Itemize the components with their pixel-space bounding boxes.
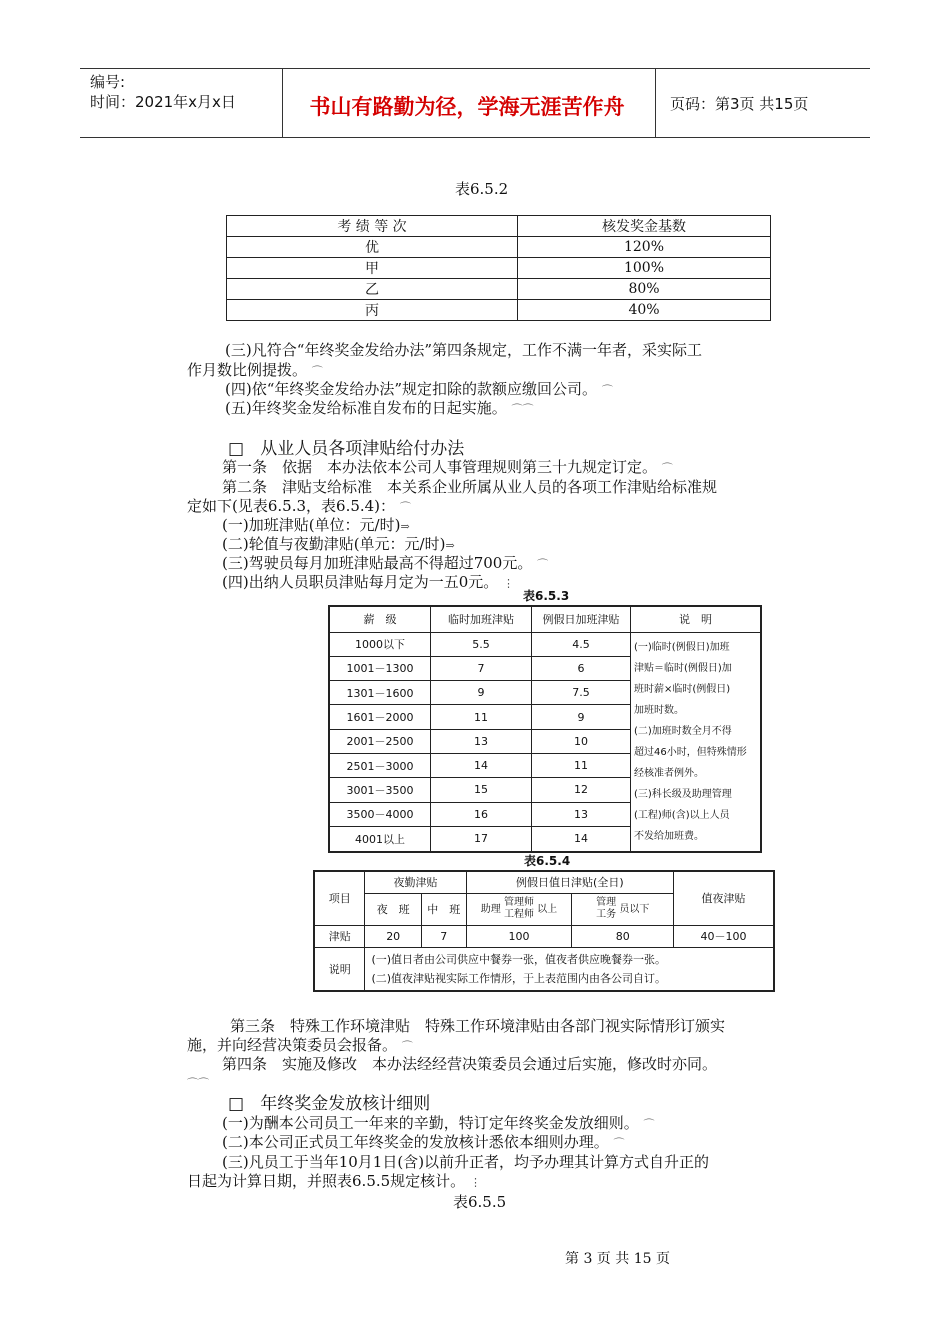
table-cell: 100% bbox=[518, 258, 771, 279]
paragraph-text: 定如下(见表6.5.3，表6.5.4)： bbox=[187, 497, 396, 515]
paragraph-mark-icon: ⌒ bbox=[537, 558, 549, 571]
paragraph-mark-icon: ⇒ bbox=[445, 539, 455, 552]
paragraph-mark-icon: ⌒⌒ bbox=[511, 403, 534, 416]
table-header: 项目 bbox=[314, 871, 365, 925]
paragraph-mark-icon: ⌒⌒ bbox=[187, 1077, 209, 1090]
table-cell: 7 bbox=[421, 925, 466, 947]
paragraph-mark-icon: ⌒ bbox=[661, 462, 673, 475]
note-line: (二)加班时数全月不得 bbox=[634, 725, 732, 737]
section-title-text: 从业人员各项津贴给付办法 bbox=[260, 439, 465, 459]
table-header-row bbox=[314, 871, 774, 893]
table-cell: 1601－2000 bbox=[329, 705, 431, 729]
table-row bbox=[227, 237, 771, 258]
table-note-cell bbox=[365, 947, 774, 991]
note-line: 班时薪×临时(例假日) bbox=[634, 683, 731, 695]
header-part: 员以下 bbox=[619, 904, 650, 915]
table-header bbox=[572, 893, 674, 925]
header-stack bbox=[596, 897, 616, 921]
paragraph-mark-icon: ⌒ bbox=[311, 365, 323, 378]
table-653-caption: 表6.5.3 bbox=[523, 589, 570, 603]
table-header-row bbox=[227, 216, 771, 237]
table-cell: 6 bbox=[532, 656, 631, 680]
note-line: 经核准者例外。 bbox=[634, 767, 704, 779]
header-part: 助理 bbox=[480, 904, 501, 915]
table-cell: 1000以下 bbox=[329, 632, 431, 656]
table-cell: 10 bbox=[532, 729, 631, 753]
paragraph-mark-icon: ⌒ bbox=[399, 501, 411, 514]
paragraph-text: (四)出纳人员职员津贴每月定为一五0元。 bbox=[222, 573, 499, 591]
paragraph-line bbox=[187, 1171, 481, 1193]
table-note-cell bbox=[631, 632, 762, 852]
header-number: 编号: bbox=[90, 73, 126, 91]
table-row bbox=[227, 300, 771, 321]
paragraph-text: (二)轮值与夜勤津贴(单元：元/时) bbox=[222, 535, 446, 553]
table-cell: 15 bbox=[431, 778, 532, 802]
paragraph-text: 第一条 依据 本办法依本公司人事管理规则第三十九规定订定。 bbox=[222, 458, 658, 476]
table-cell: 4001以上 bbox=[329, 826, 431, 851]
table-cell: 17 bbox=[431, 826, 532, 851]
page-footer: 第 3 页 共 15 页 bbox=[565, 1251, 670, 1267]
paragraph-text: (三)驾驶员每月加班津贴最高不得超过700元。 bbox=[222, 554, 533, 572]
table-row bbox=[227, 279, 771, 300]
paragraph-line: 第四条 实施及修改 本办法经经营决策委员会通过后实施，修改时亦同。 bbox=[222, 1055, 718, 1073]
page-header bbox=[80, 68, 870, 138]
section-title bbox=[228, 434, 464, 459]
table-cell: 11 bbox=[431, 705, 532, 729]
paragraph-mark-icon: ⇒ bbox=[400, 520, 410, 533]
table-header: 薪 级 bbox=[329, 606, 431, 632]
paragraph-text: (二)本公司正式员工年终奖金的发放核计悉依本细则办理。 bbox=[222, 1133, 609, 1151]
table-cell: 3001－3500 bbox=[329, 778, 431, 802]
table-row bbox=[227, 258, 771, 279]
paragraph-mark-icon: ⌒ bbox=[643, 1118, 655, 1131]
note-line: 不发给加班费。 bbox=[634, 830, 704, 842]
section-title-text: 年终奖金发放核计细则 bbox=[260, 1094, 431, 1114]
table-cell: 优 bbox=[227, 237, 518, 258]
paragraph-text: 日起为计算日期，并照表6.5.5规定核计。 bbox=[187, 1172, 466, 1190]
table-cell: 13 bbox=[431, 729, 532, 753]
paragraph-line: (三)凡员工于当年10月1日(含)以前升正者，均予办理其计算方式自升正的 bbox=[222, 1153, 710, 1171]
table-row bbox=[314, 947, 774, 991]
table-cell: 80% bbox=[518, 279, 771, 300]
paragraph-text: (一)加班津贴(单位：元/时) bbox=[222, 516, 401, 534]
note-line: (工程)师(含)以上人员 bbox=[634, 809, 730, 821]
note-line: 超过46小时，但特殊情形 bbox=[634, 746, 747, 758]
table-cell: 9 bbox=[532, 705, 631, 729]
checkbox-icon: □ bbox=[228, 439, 245, 459]
table-cell: 13 bbox=[532, 802, 631, 826]
table-cell: 甲 bbox=[227, 258, 518, 279]
paragraph-line bbox=[222, 1132, 625, 1154]
table-cell: 14 bbox=[532, 826, 631, 851]
table-header: 中 班 bbox=[421, 893, 466, 925]
table-654-caption: 表6.5.4 bbox=[524, 854, 571, 868]
table-cell: 40－100 bbox=[674, 925, 774, 947]
table-cell: 1301－1600 bbox=[329, 681, 431, 705]
paragraph-text: (五)年终奖金发给标准自发布的日起实施。 bbox=[225, 399, 507, 417]
table-cell: 丙 bbox=[227, 300, 518, 321]
table-655-caption: 表6.5.5 bbox=[453, 1193, 507, 1211]
note-line: (一)值日者由公司供应中餐券一张，值夜者供应晚餐券一张。 bbox=[371, 952, 667, 966]
note-line: 加班时数。 bbox=[634, 704, 684, 716]
note-line: (一)临时(例假日)加班 bbox=[634, 641, 730, 653]
header-part: 工程师 bbox=[503, 909, 534, 920]
table-652-caption: 表6.5.2 bbox=[455, 180, 509, 198]
table-header: 例假日值日津贴(全日) bbox=[466, 871, 673, 893]
table-header: 考 绩 等 次 bbox=[227, 216, 518, 237]
table-cell: 4.5 bbox=[532, 632, 631, 656]
table-652 bbox=[226, 215, 771, 321]
paragraph-mark-icon: ⋮ bbox=[469, 1176, 481, 1189]
table-cell: 7.5 bbox=[532, 681, 631, 705]
table-cell: 津贴 bbox=[314, 925, 365, 947]
table-cell: 2001－2500 bbox=[329, 729, 431, 753]
table-cell: 7 bbox=[431, 656, 532, 680]
table-cell: 1001－1300 bbox=[329, 656, 431, 680]
table-header: 夜勤津贴 bbox=[365, 871, 466, 893]
paragraph-line: 第三条 特殊工作环境津贴 特殊工作环境津贴由各部门视实际情形订颁实 bbox=[230, 1017, 726, 1035]
table-header: 说 明 bbox=[631, 606, 762, 632]
table-cell: 40% bbox=[518, 300, 771, 321]
paragraph-mark-icon: ⋮ bbox=[503, 577, 515, 590]
table-cell: 11 bbox=[532, 753, 631, 777]
table-row bbox=[314, 925, 774, 947]
header-date: 时间：2021年x月x日 bbox=[90, 93, 236, 111]
header-motto: 书山有路勤为径，学海无涯苦作舟 bbox=[309, 95, 625, 119]
paragraph-line: 第二条 津贴支给标准 本关系企业所属从业人员的各项工作津贴给标准规 bbox=[222, 478, 718, 496]
header-part: 工务 bbox=[596, 909, 617, 920]
table-header: 值夜津贴 bbox=[674, 871, 774, 925]
table-cell: 20 bbox=[365, 925, 422, 947]
paragraph-mark-icon: ⌒ bbox=[613, 1137, 625, 1150]
table-header bbox=[466, 893, 572, 925]
header-part: 管理师 bbox=[503, 897, 534, 908]
paragraph-line bbox=[222, 572, 514, 594]
table-653 bbox=[328, 605, 762, 853]
table-cell: 120% bbox=[518, 237, 771, 258]
paragraph-text: (四)依“年终奖金发给办法”规定扣除的款额应缴回公司。 bbox=[225, 380, 598, 398]
paragraph-text: 作月数比例提拨。 bbox=[187, 361, 308, 379]
table-cell: 16 bbox=[431, 802, 532, 826]
paragraph-line: (三)凡符合“年终奖金发给办法”第四条规定，工作不满一年者，采实际工 bbox=[225, 341, 703, 359]
header-part: 管理 bbox=[596, 897, 617, 908]
table-cell: 14 bbox=[431, 753, 532, 777]
header-page-number: 页码：第3页 共15页 bbox=[670, 95, 809, 113]
table-header-row bbox=[329, 606, 761, 632]
paragraph-line bbox=[222, 457, 673, 479]
paragraph-mark-icon: ⌒ bbox=[401, 1040, 413, 1053]
note-line: (三)科长级及助理管理 bbox=[634, 788, 732, 800]
table-row bbox=[329, 632, 761, 656]
paragraph-line bbox=[225, 398, 534, 420]
table-cell: 12 bbox=[532, 778, 631, 802]
table-cell: 5.5 bbox=[431, 632, 532, 656]
header-divider bbox=[655, 69, 656, 137]
table-654 bbox=[313, 870, 775, 992]
table-cell: 说明 bbox=[314, 947, 365, 991]
table-header: 夜 班 bbox=[365, 893, 422, 925]
table-cell: 乙 bbox=[227, 279, 518, 300]
paragraph-mark-icon: ⌒ bbox=[601, 384, 613, 397]
paragraph-text: 施，并向经营决策委员会报备。 bbox=[187, 1036, 398, 1054]
checkbox-icon: □ bbox=[228, 1094, 245, 1114]
note-line: 津贴＝临时(例假日)加 bbox=[634, 662, 732, 674]
table-cell: 9 bbox=[431, 681, 532, 705]
table-header: 临时加班津贴 bbox=[431, 606, 532, 632]
header-part: 以上 bbox=[537, 904, 558, 915]
table-cell: 2501－3000 bbox=[329, 753, 431, 777]
table-header: 例假日加班津贴 bbox=[532, 606, 631, 632]
section-title bbox=[228, 1089, 430, 1114]
header-divider bbox=[282, 69, 283, 137]
table-cell: 3500－4000 bbox=[329, 802, 431, 826]
paragraph-text: (一)为酬本公司员工一年来的辛勤，特订定年终奖金发放细则。 bbox=[222, 1114, 639, 1132]
table-header: 核发奖金基数 bbox=[518, 216, 771, 237]
header-stack bbox=[504, 897, 534, 921]
note-line: (二)值夜津贴视实际工作情形，于上表范围内由各公司自订。 bbox=[371, 971, 667, 985]
table-cell: 100 bbox=[466, 925, 572, 947]
table-cell: 80 bbox=[572, 925, 674, 947]
